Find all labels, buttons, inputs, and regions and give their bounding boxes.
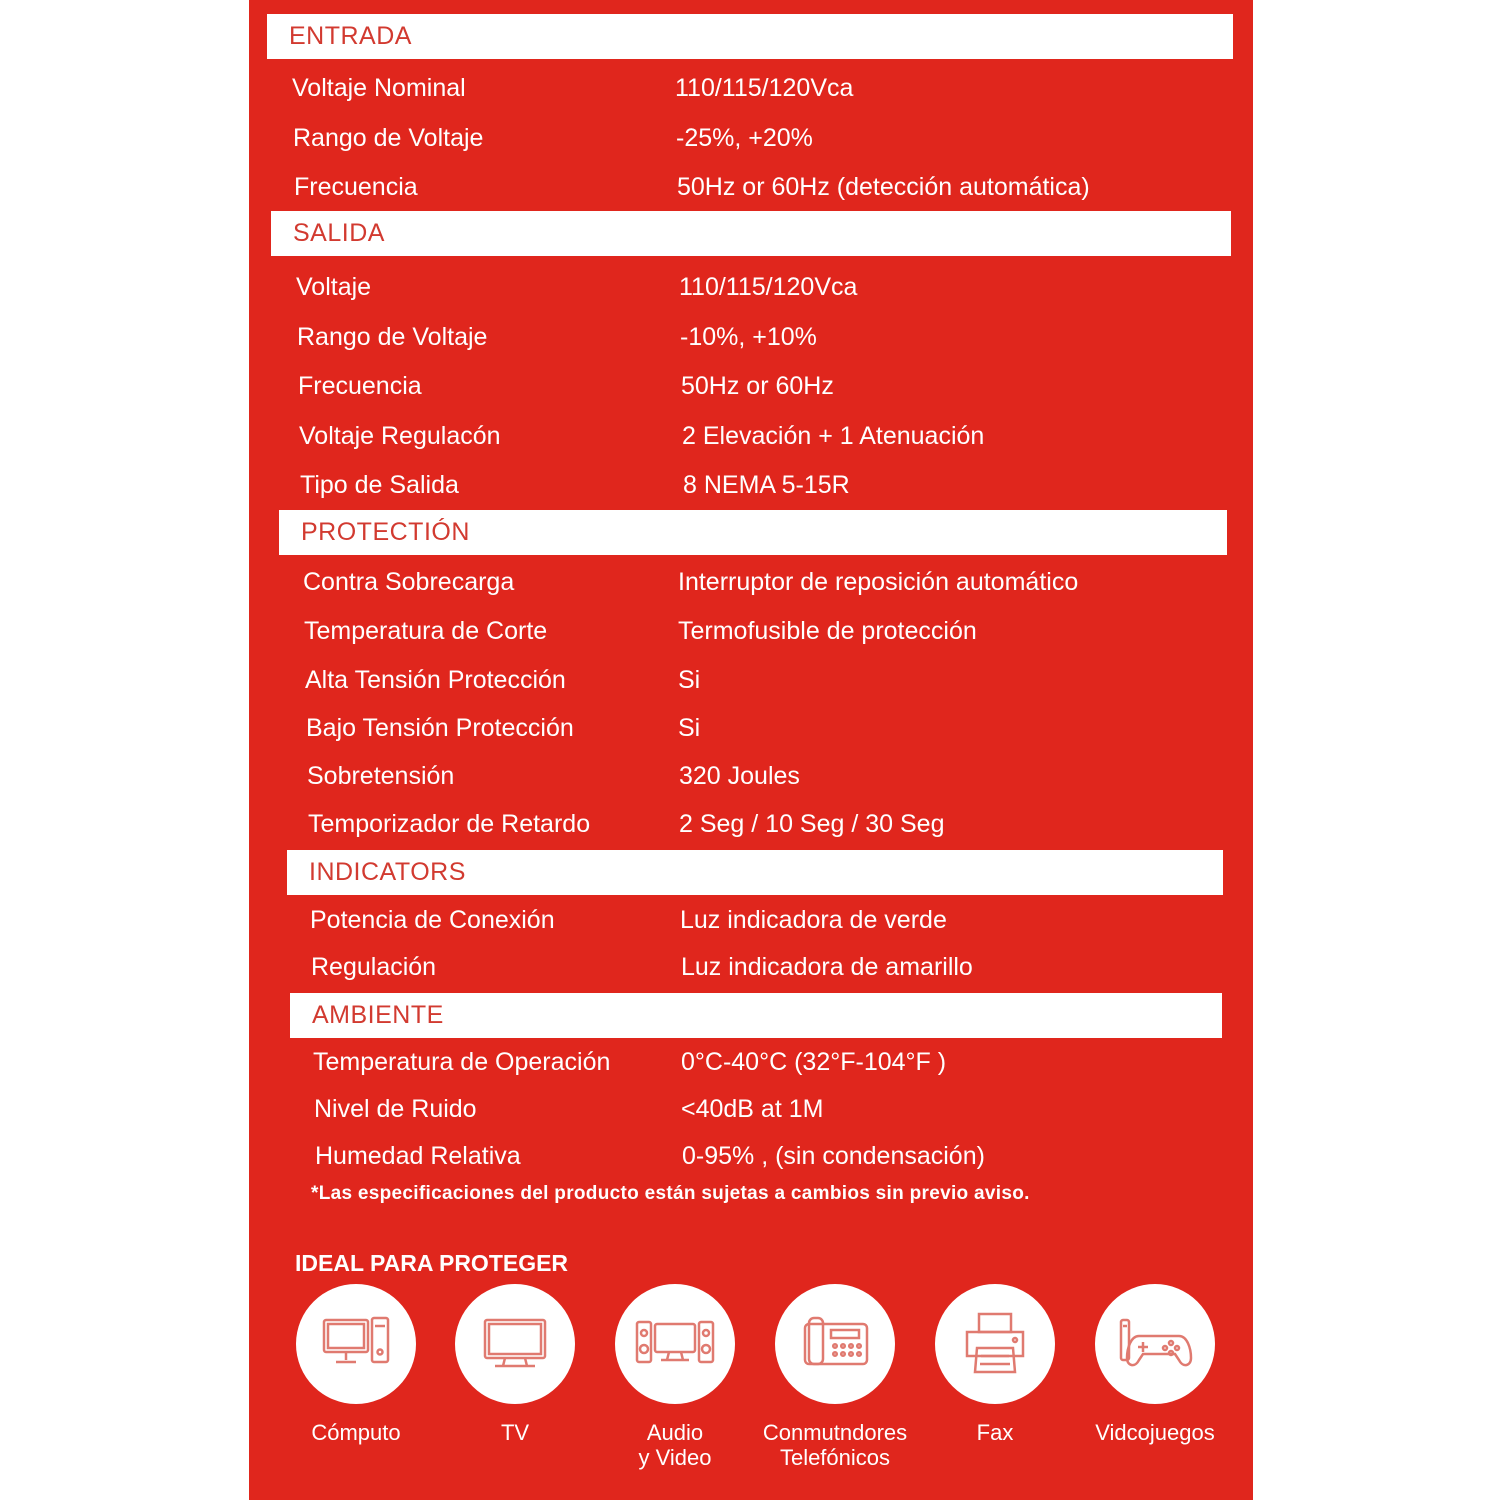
- spec-value: Luz indicadora de amarillo: [681, 953, 973, 981]
- spec-label: Nivel de Ruido: [314, 1095, 477, 1123]
- gamepad-icon: [1113, 1302, 1197, 1386]
- section-header-protection: PROTECTIÓN: [279, 510, 1227, 555]
- device-fax: [915, 1284, 1075, 1445]
- spec-value: 320 Joules: [679, 762, 800, 790]
- spec-label: Potencia de Conexión: [310, 906, 555, 934]
- device-tv: [435, 1284, 595, 1445]
- device-computo: [276, 1284, 436, 1445]
- spec-value: -25%, +20%: [676, 124, 813, 152]
- spec-value: 50Hz or 60Hz (detección automática): [677, 173, 1090, 201]
- spec-label: Humedad Relativa: [315, 1142, 521, 1170]
- spec-label: Voltaje: [296, 273, 372, 301]
- disclaimer-note: *Las especificaciones del producto están sujetas a cambios sin previo aviso.: [311, 1183, 1030, 1204]
- section-header-indicators: INDICATORS: [287, 850, 1223, 895]
- device-label: Cómputo: [311, 1420, 401, 1445]
- device-videojuegos: [1075, 1284, 1235, 1445]
- device-conmutadores: [755, 1284, 915, 1470]
- spec-value: Interruptor de reposición automático: [678, 568, 1079, 596]
- fax-icon: [953, 1302, 1037, 1386]
- spec-label: Frecuencia: [294, 173, 418, 201]
- spec-label: Rango de Voltaje: [293, 124, 484, 152]
- spec-value: Si: [678, 666, 701, 694]
- device-label: Fax: [976, 1420, 1014, 1445]
- spec-value: 50Hz or 60Hz: [681, 372, 834, 400]
- device-circle: [775, 1284, 895, 1404]
- ideal-title: IDEAL PARA PROTEGER: [295, 1250, 569, 1276]
- device-label: Audio y Video: [638, 1420, 712, 1470]
- spec-value: <40dB at 1M: [681, 1095, 824, 1123]
- spec-label: Temporizador de Retardo: [308, 810, 591, 838]
- spec-label: Frecuencia: [298, 372, 422, 400]
- spec-label: Tipo de Salida: [300, 471, 459, 499]
- device-circle: [455, 1284, 575, 1404]
- spec-label: Voltaje Nominal: [292, 74, 466, 102]
- device-circle: [1095, 1284, 1215, 1404]
- spec-value: -10%, +10%: [680, 323, 817, 351]
- tv-icon: [473, 1302, 557, 1386]
- spec-label: Temperatura de Corte: [304, 617, 548, 645]
- device-circle: [935, 1284, 1055, 1404]
- computer-icon: [314, 1302, 398, 1386]
- device-label: TV: [500, 1420, 530, 1445]
- section-header-salida: SALIDA: [271, 211, 1231, 256]
- spec-value: 0-95% , (sin condensación): [682, 1142, 985, 1170]
- spec-label: Alta Tensión Protección: [305, 666, 566, 694]
- spec-value: 2 Elevación + 1 Atenuación: [682, 422, 985, 450]
- device-circle: [296, 1284, 416, 1404]
- spec-value: Si: [678, 714, 701, 742]
- device-label: Conmutndores Telefónicos: [762, 1420, 908, 1470]
- section-header-ambiente: AMBIENTE: [290, 993, 1222, 1038]
- spec-label: Bajo Tensión Protección: [306, 714, 574, 742]
- section-header-entrada: ENTRADA: [267, 14, 1233, 59]
- spec-value: 110/115/120Vca: [675, 74, 854, 102]
- spec-value: Termofusible de protección: [678, 617, 977, 645]
- device-label: Vidcojuegos: [1095, 1420, 1215, 1445]
- spec-value: 8 NEMA 5-15R: [683, 471, 850, 499]
- device-circle: [615, 1284, 735, 1404]
- telephone-icon: [793, 1302, 877, 1386]
- spec-value: 110/115/120Vca: [679, 273, 858, 301]
- spec-label: Rango de Voltaje: [297, 323, 488, 351]
- spec-value: 2 Seg / 10 Seg / 30 Seg: [679, 810, 945, 838]
- spec-value: 0°C-40°C (32°F-104°F ): [681, 1048, 947, 1076]
- spec-label: Regulación: [311, 953, 437, 981]
- spec-label: Sobretensión: [307, 762, 455, 790]
- device-audio-video: [595, 1284, 755, 1470]
- spec-label: Temperatura de Operación: [313, 1048, 611, 1076]
- spec-label: Contra Sobrecarga: [303, 568, 515, 596]
- spec-label: Voltaje Regulacón: [299, 422, 501, 450]
- spec-value: Luz indicadora de verde: [680, 906, 947, 934]
- audio-video-icon: [633, 1302, 717, 1386]
